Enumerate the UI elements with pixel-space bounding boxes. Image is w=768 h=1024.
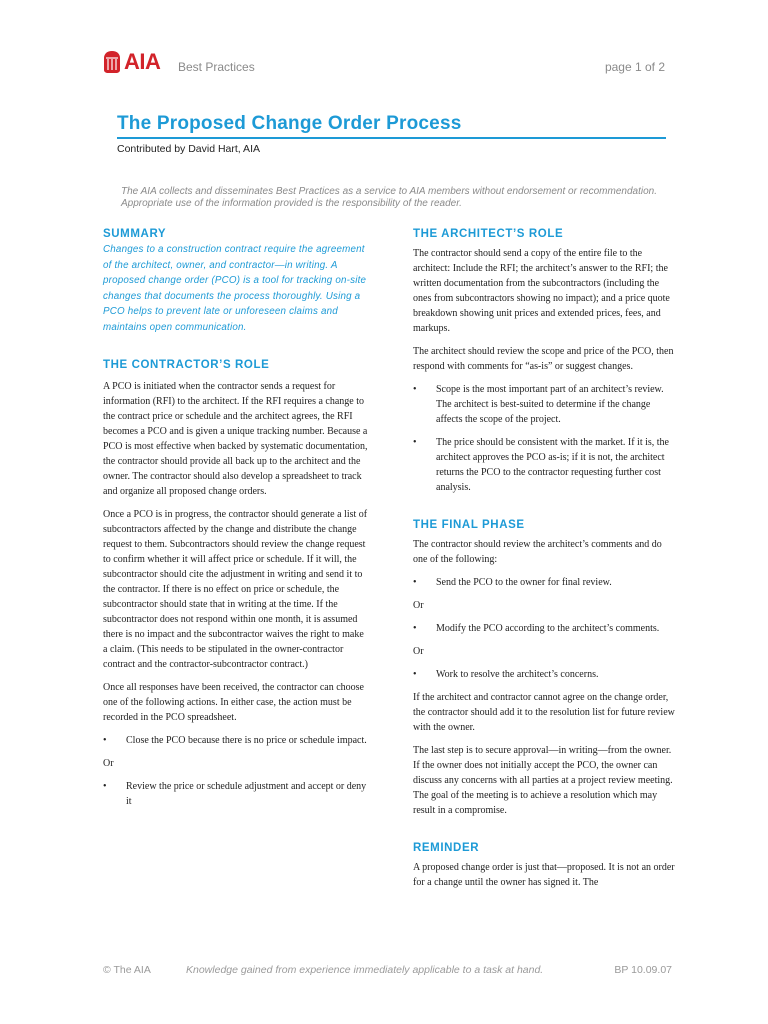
architect-paragraph-1: The contractor should send a copy of the entire file to the architect: Include the RFI; the architect’s answer to the RFI; the written documentation from the subcontractors (including the ones from subcontractors showing no impact); and a price quote breakdown showing unit prices and extended prices, fees, and markups.: [413, 248, 670, 334]
final-phase-paragraph-3: The last step is to secure approval—in writing—from the owner. If the owner does not initially accept the PCO, the owner can discuss any concerns with all parties at a project review meeting. The goal of the meeting is to achieve a resolution which may result in a compromise.: [413, 745, 673, 816]
header-label: Best Practices: [178, 60, 255, 74]
final-phase-bullet-3: Work to resolve the architect’s concerns.: [436, 669, 599, 680]
document-title: The Proposed Change Order Process: [117, 113, 462, 134]
aia-logo-icon: [103, 50, 121, 74]
architect-paragraph-2: The architect should review the scope and price of the PCO, then respond with comments for “as-is” or suggest changes.: [413, 346, 674, 372]
reminder-paragraph: A proposed change order is just that—proposed. It is not an order for a change until the owner has signed it. The: [413, 862, 675, 888]
bullet-icon: •: [103, 735, 107, 746]
architect-role-heading: THE ARCHITECT’S ROLE: [413, 228, 564, 240]
list-item: [413, 435, 675, 495]
bullet-icon: •: [413, 669, 417, 680]
list-item: [413, 667, 675, 682]
bullet-icon: •: [413, 384, 417, 395]
bullet-icon: •: [413, 577, 417, 588]
contractor-role-heading: THE CONTRACTOR’S ROLE: [103, 359, 270, 371]
list-item: [103, 779, 370, 809]
footer-tagline: Knowledge gained from experience immediately applicable to a task at hand.: [186, 964, 544, 976]
contractor-paragraph-2: Once a PCO is in progress, the contractor should generate a list of subcontractors affected by the change and distribute the change request to them. Subcontractors should review the change request to confirm whether it will affect price or schedule. If it will, the subcontractor should cite the adjustment in writing and send it to the contractor. If there is no effect on price or schedule, the subcontractor should state that in writing at the time. If the subcontractor does not respond within one month, it is assumed there is no impact and the subcontractor waives the right to make a claim. (This needs to be stipulated in the owner-contractor contract and the contractor-subcontractor contract.): [103, 509, 368, 670]
final-phase-paragraph-2: If the architect and contractor cannot agree on the change order, the contractor should add it to the resolution list for future review with the owner.: [413, 692, 675, 733]
contractor-paragraph-3: Once all responses have been received, the contractor can choose one of the following actions. In either case, the action must be recorded in the PCO spreadsheet.: [103, 682, 364, 723]
final-phase-bullet-1: Send the PCO to the owner for final review.: [436, 577, 612, 588]
list-item: [413, 621, 675, 636]
contributor-line: Contributed by David Hart, AIA: [117, 143, 260, 155]
contractor-bullet-2: Review the price or schedule adjustment and accept or deny it: [126, 781, 367, 807]
or-separator: Or: [103, 758, 114, 769]
title-divider: [117, 137, 666, 139]
bullet-icon: •: [413, 437, 417, 448]
or-separator: Or: [413, 646, 424, 657]
final-phase-heading: THE FINAL PHASE: [413, 519, 525, 531]
final-phase-paragraph-1: The contractor should review the architect’s comments and do one of the following:: [413, 539, 662, 565]
list-item: [413, 382, 675, 427]
reminder-heading: REMINDER: [413, 842, 480, 854]
aia-logo-text: AIA: [124, 49, 161, 74]
final-phase-bullet-2: Modify the PCO according to the architect’s comments.: [436, 623, 660, 634]
list-item: [103, 733, 370, 748]
bullet-icon: •: [103, 781, 107, 792]
bullet-icon: •: [413, 623, 417, 634]
footer-code: BP 10.09.07: [614, 964, 672, 976]
architect-bullet-2: The price should be consistent with the market. If it is, the architect approves the PCO as-is; if it is not, the architect returns the PCO to the contractor requesting further cost analysis.: [436, 437, 669, 493]
contractor-bullet-1: Close the PCO because there is no price or schedule impact.: [126, 735, 367, 746]
list-item: [413, 575, 675, 590]
left-column: [103, 226, 370, 817]
summary-text: Changes to a construction contract require the agreement of the architect, owner, and contractor—in writing. A proposed change order (PCO) is a tool for tracking on-site changes that documents the process thoroughly. Using a PCO helps to prevent late or unforeseen claims and maintains open communication.: [103, 244, 367, 333]
or-separator: Or: [413, 600, 424, 611]
summary-heading: SUMMARY: [103, 228, 167, 240]
contractor-paragraph-1: A PCO is initiated when the contractor sends a request for information (RFI) to the architect. If the RFI requires a change to the contract price or schedule and the architect agrees, the RFI becomes a PCO and is given a unique tracking number. Because a PCO is most effective when backed by systematic documentation, the contractor should provide all back up to the architect and the owner. The contractor should also develop a spreadsheet to track and organize all proposed change orders.: [103, 381, 368, 497]
page-indicator: page 1 of 2: [604, 60, 665, 74]
disclaimer: The AIA collects and disseminates Best Practices as a service to AIA members without endorsement or recommendation. Appropriate use of the information provided is the responsibility of the reader.: [121, 186, 657, 209]
footer-copyright: © The AIA: [103, 964, 151, 976]
right-column: [413, 226, 675, 898]
architect-bullet-1: Scope is the most important part of an architect’s review. The architect is best-suited to determine if the change affects the scope of the project.: [436, 384, 664, 425]
